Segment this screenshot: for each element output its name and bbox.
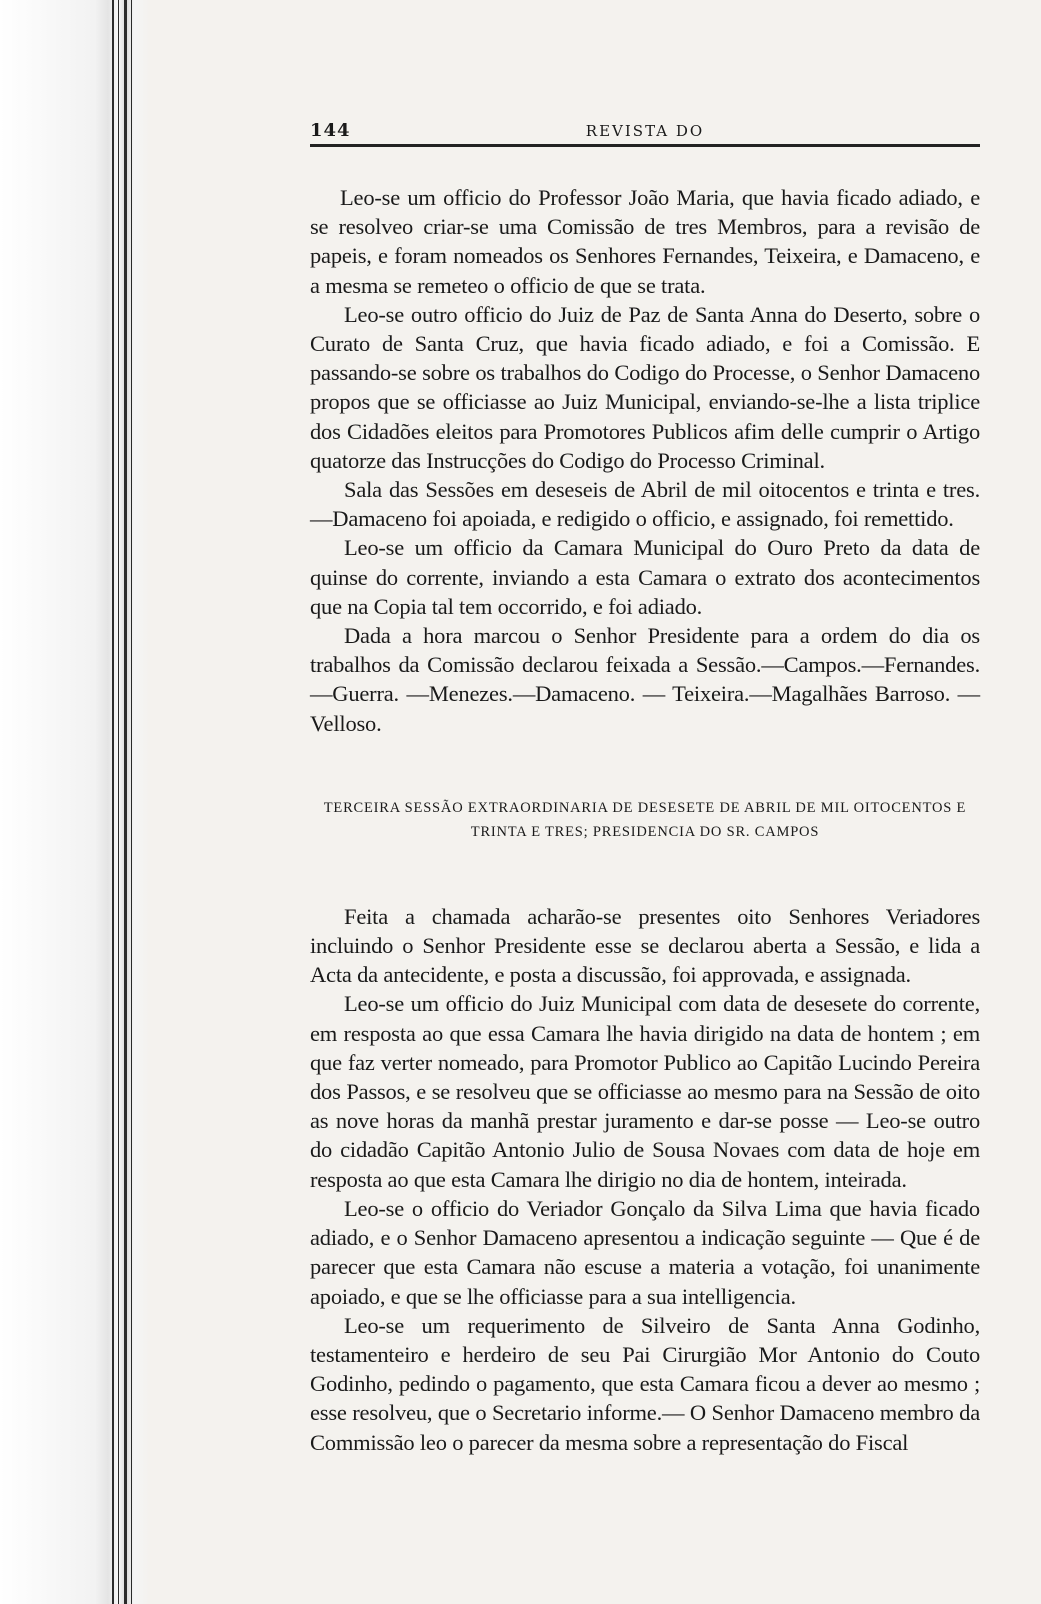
paragraph: Dada a hora marcou o Senhor Presidente para a ordem do dia os trabalhos da Comissão declarou feixada a Sessão.—Campos.—Fernandes. —Guerra. —Menezes.—Damaceno. — Teixeira.—Magalhães Barroso. — Velloso. bbox=[310, 623, 980, 736]
paragraph: Leo-se um officio do Juiz Municipal com data de desesete do corrente, em resposta ao que essa Camara lhe havia dirigido na data de hontem ; em que faz verter nomeado, para Promotor Publico ao Capitão Lucindo Pereira dos Passos, e se resolveu que se officiasse ao mesmo para na Sessão de oito as nove horas da manhã prestar juramento e dar-se posse — Leo-se outro do cidadão Capitão Antonio Julio de Sousa Novaes com data de hoje em resposta ao que esta Camara lhe dirigio no dia de hontem, inteirada. bbox=[310, 991, 980, 1192]
paragraph: Leo-se o officio do Veriador Gonçalo da Silva Lima que havia ficado adiado, e o Senhor Damaceno apresentou a indicação seguinte — Que é de parecer que esta Camara não escuse a materia a votação, foi unanimente apoiado, e que se lhe officiasse para a sua intelligencia. bbox=[310, 1195, 980, 1309]
paragraph: Leo-se um officio do Professor João Maria, que havia ficado adiado, e se resolveo criar-se uma Comissão de tres Membros, para a revisão de papeis, e foram nomeados os Senhores Fernandes, Teixeira, e Damaceno, e a mesma se remeteo o officio de que se trata. bbox=[310, 185, 980, 298]
paragraph: Leo-se outro officio do Juiz de Paz de Santa Anna do Deserto, sobre o Curato de Santa Cruz, que havia ficado adiado, e foi a Comissão. E passando-se sobre os trabalhos do Codigo do Processe, o Senhor Damaceno propos que se officiasse ao Juiz Municipal, enviando-se-lhe a lista triplice dos Cidadões eleitos para Promotores Publicos afim delle cumprir o Artigo quatorze das Instrucções do Codigo do Processo Criminal. bbox=[310, 301, 980, 473]
page-number: 144 bbox=[310, 120, 351, 141]
session-heading: TERCEIRA SESSÃO EXTRAORDINARIA DE DESESETE DE ABRIL DE MIL OITOCENTOS E TRINTA E TRES; PRESIDENCIA DO SR. CAMPOS bbox=[323, 799, 967, 840]
book-page bbox=[310, 110, 980, 1457]
paragraph: Leo-se um officio da Camara Municipal do Ouro Preto da data de quinse do corrente, inviando a esta Camara o extrato dos acontecimentos que na Copia tal tem occorrido, e foi adiado. bbox=[310, 535, 980, 619]
minutes-continuation bbox=[310, 183, 980, 738]
page-header bbox=[310, 110, 980, 147]
session-minutes bbox=[310, 902, 980, 1457]
paragraph: Feita a chamada acharão-se presentes oito Senhores Veriadores incluindo o Senhor Presidente esse se declarou aberta a Sessão, e lida a Acta da antecidente, e posta a discussão, foi approvada, e assignada. bbox=[310, 903, 980, 988]
running-title: REVISTA DO bbox=[585, 122, 705, 140]
binding-gutter bbox=[0, 0, 150, 1604]
paragraph: Leo-se um requerimento de Silveiro de Santa Anna Godinho, testamenteiro e herdeiro de seu Pai Cirurgião Mor Antonio do Couto Godinho, pedindo o pagamento, que esta Camara ficou a dever ao mesmo ; esse resolveu, que o Secretario informe.— O Senhor Damaceno membro da Commissão leo o parecer da mesma sobre a representação do Fiscal bbox=[310, 1312, 980, 1455]
paragraph: Sala das Sessões em deseseis de Abril de mil oitocentos e trinta e tres.—Damaceno foi apoiada, e redigido o officio, e assignado, foi remettido. bbox=[310, 477, 980, 532]
